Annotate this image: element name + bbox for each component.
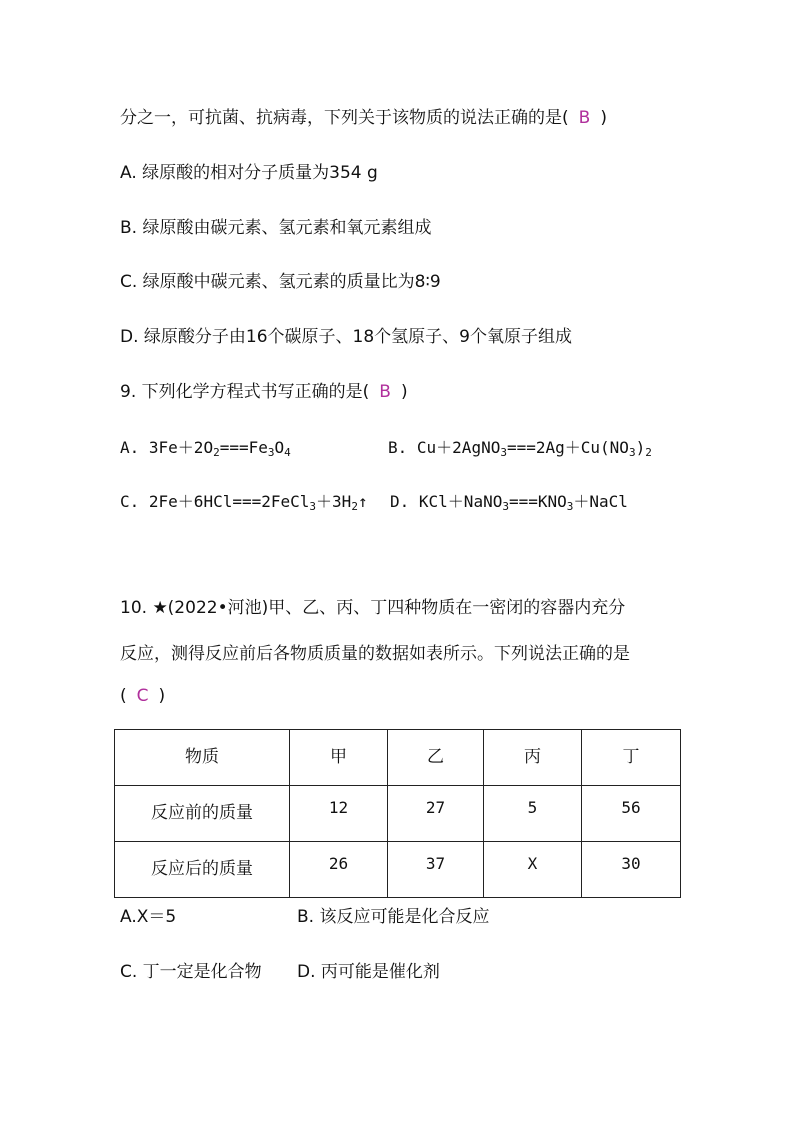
q10-option-a: A.X＝5: [120, 907, 177, 927]
q9-option-a-eq: O: [274, 438, 285, 457]
table-cell: 37: [388, 842, 484, 898]
q10-stem-line2: 反应，测得反应前后各物质质量的数据如表所示。下列说法正确的是: [120, 644, 630, 664]
q8-option-b: B. 绿原酸由碳元素、氢元素和氧元素组成: [120, 218, 432, 238]
q9-option-c: [120, 490, 368, 514]
q8-answer: B: [578, 108, 591, 128]
q9-option-a-sub: 4: [284, 446, 291, 459]
q9-option-a-sub: 3: [267, 446, 275, 459]
q10-close-paren: ): [158, 686, 166, 706]
table-cell: X: [484, 842, 582, 898]
q10-open-paren: (: [120, 686, 127, 706]
q9-answer: B: [379, 382, 391, 402]
q9-option-b-sub: 2: [645, 446, 652, 459]
q9-option-a-label: A.: [120, 438, 149, 457]
table-cell: 反应前的质量: [115, 786, 290, 842]
q9-option-a-sub: 2: [213, 446, 220, 459]
q9-option-d-eq: ＋NaCl: [573, 492, 628, 511]
table-header-cell: 物质: [115, 730, 290, 786]
q8-option-a: A. 绿原酸的相对分子质量为354 g: [120, 163, 378, 183]
q9-close-paren: ): [400, 382, 408, 402]
gas-arrow-icon: ↑: [357, 492, 368, 511]
table-cell: 27: [388, 786, 484, 842]
table-cell: 反应后的质量: [115, 842, 290, 898]
q9-option-b-sub: 3: [500, 446, 507, 459]
table-cell: 56: [582, 786, 681, 842]
q9-stem: [120, 380, 408, 404]
q9-option-d-sub: 3: [502, 500, 509, 513]
q9-option-c-eq: ＋3H: [316, 492, 352, 511]
q10-option-b: B. 该反应可能是化合反应: [297, 907, 490, 927]
table-header-cell: 乙: [388, 730, 484, 786]
q9-option-b-eq: Cu＋2AgNO: [416, 438, 501, 457]
q10-stem-line1: 10. ★(2022•河池)甲、乙、丙、丁四种物质在一密闭的容器内充分: [120, 598, 626, 618]
q9-stem-text: 9. 下列化学方程式书写正确的是(: [120, 382, 370, 402]
q10-option-d: D. 丙可能是催化剂: [297, 962, 440, 982]
q9-option-c-sub: 2: [351, 500, 358, 513]
q10-answer: C: [136, 686, 149, 706]
q8-stem-text: 分之一，可抗菌、抗病毒，下列关于该物质的说法正确的是(: [120, 108, 569, 128]
q8-option-d: D. 绿原酸分子由16个碳原子、18个氢原子、9个氧原子组成: [120, 327, 572, 347]
q9-option-b-eq: ): [635, 438, 646, 457]
table-row: [115, 786, 681, 842]
q8-close-paren: ): [600, 108, 607, 128]
q9-option-b-sub: 3: [628, 446, 636, 459]
q9-option-d-label: D.: [390, 492, 419, 511]
table-cell: 12: [290, 786, 388, 842]
mass-data-table: [114, 729, 681, 898]
q10-answer-line: [120, 684, 165, 708]
table-header-cell: 丙: [484, 730, 582, 786]
q9-option-c-sub: 3: [309, 500, 317, 513]
q9-option-d-sub: 3: [566, 500, 574, 513]
q9-option-d-eq: ===KNO: [508, 492, 567, 511]
q9-option-a-eq: 3Fe＋2O: [148, 438, 214, 457]
q9-option-b: [388, 436, 652, 460]
q9-option-b-eq: ===2Ag＋Cu(NO: [506, 438, 629, 457]
table-header-cell: 丁: [582, 730, 681, 786]
table-cell: 30: [582, 842, 681, 898]
q10-option-c: C. 丁一定是化合物: [120, 962, 262, 982]
q8-stem: [120, 106, 607, 130]
q8-option-c: C. 绿原酸中碳元素、氢元素的质量比为8∶9: [120, 272, 441, 292]
table-header-cell: 甲: [290, 730, 388, 786]
q9-option-d-eq: KCl＋NaNO: [418, 492, 503, 511]
table-cell: 5: [484, 786, 582, 842]
q9-option-a-eq: ===Fe: [219, 438, 268, 457]
table-row: [115, 842, 681, 898]
q9-option-a: [120, 436, 291, 460]
table-cell: 26: [290, 842, 388, 898]
q9-option-b-label: B.: [388, 438, 417, 457]
q9-option-c-label: C.: [120, 492, 149, 511]
q9-option-d: [390, 490, 628, 514]
q9-option-c-eq: 2Fe＋6HCl===2FeCl: [148, 492, 310, 511]
table-header-row: [115, 730, 681, 786]
